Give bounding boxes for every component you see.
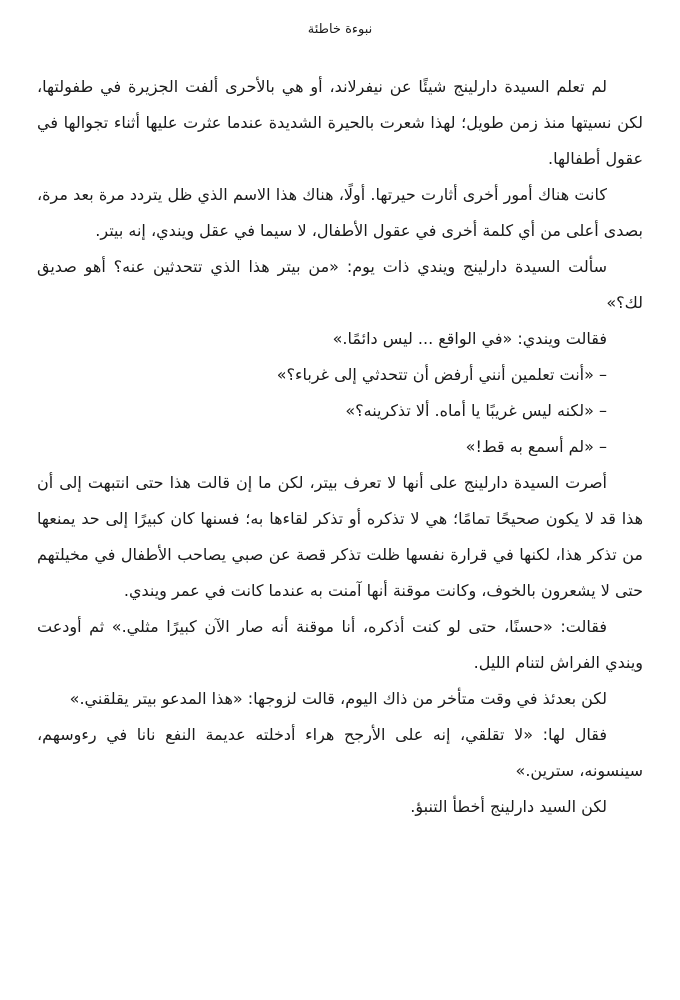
paragraph: أصرت السيدة دارلينج على أنها لا تعرف بيتر، لكن ما إن قالت هذا حتى انتبهت إلى أن هذا قد لا يكون صحيحًا تمامًا؛ هي لا تذكره أو تذكر لقاءها به؛ فسنها كان كبيرًا إلى حد يمنعها من تذكر هذا، لكنها في قرارة نفسها ظلت تذكر قصة عن صبي يصاحب الأطفال في مخيلتهم حتى لا يشعرون بالخوف، وكانت موقنة أنها آمنت به عندما كانت في عمر ويندي. (37, 473, 643, 600)
dialogue-line: – «لم أسمع به قط!» (465, 437, 607, 456)
paragraph: سألت السيدة دارلينج ويندي ذات يوم: «من بيتر هذا الذي تتحدثين عنه؟ أهو صديق لك؟» (37, 257, 643, 312)
dialogue-line: فقالت ويندي: «في الواقع ... ليس دائمًا.» (332, 329, 607, 348)
paragraph: كانت هناك أمور أخرى أثارت حيرتها. أولًا، هناك هذا الاسم الذي ظل يتردد مرة بعد مرة، بصدى أعلى من أي كلمة أخرى في عقول الأطفال، لا سيما في عقل ويندي، إنه بيتر. (37, 185, 643, 240)
running-header-title: نبوءة خاطئة (307, 22, 373, 37)
body-text (37, 69, 643, 825)
dialogue-line: – «أنت تعلمين أنني أرفض أن تتحدثي إلى غرباء؟» (276, 365, 607, 384)
paragraph: لكن السيد دارلينج أخطأ التنبؤ. (410, 797, 607, 816)
paragraph: لكن بعدئذ في وقت متأخر من ذاك اليوم، قالت لزوجها: «هذا المدعو بيتر يقلقني.» (69, 689, 607, 708)
paragraph: فقالت: «حسنًا، حتى لو كنت أذكره، أنا موقنة أنه صار الآن كبيرًا مثلي.» ثم أودعت ويندي الفراش لتنام الليل. (37, 617, 643, 672)
paragraph: لم تعلم السيدة دارلينج شيئًا عن نيفرلاند، أو هي بالأحرى ألفت الجزيرة في طفولتها، لكن نسيتها منذ زمن طويل؛ لهذا شعرت بالحيرة الشديدة عندما عثرت عليها أثناء تجوالها في عقول أطفالها. (37, 77, 643, 168)
dialogue-line: – «لكنه ليس غريبًا يا أماه. ألا تذكرينه؟» (345, 401, 607, 420)
paragraph: فقال لها: «لا تقلقي، إنه على الأرجح هراء أدخلته عديمة النفع نانا في رءوسهم، سينسونه، سترين.» (37, 725, 643, 780)
